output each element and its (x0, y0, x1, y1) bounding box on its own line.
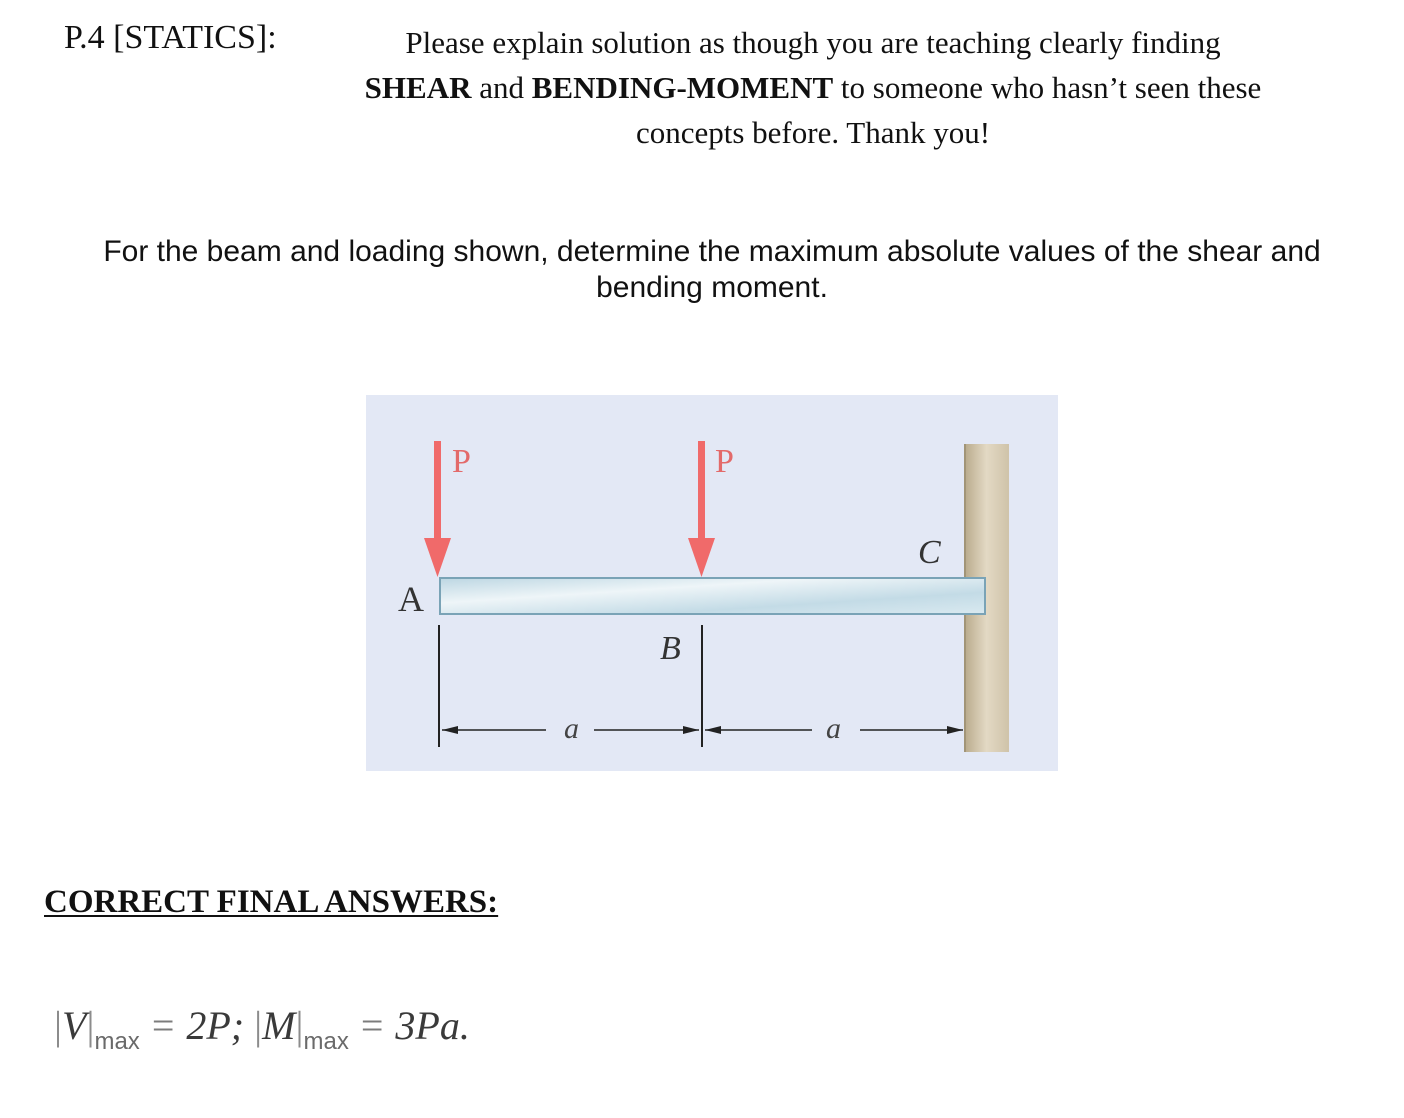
moment-subscript: max (303, 1028, 349, 1055)
shear-subscript: max (94, 1028, 140, 1055)
problem-number: P.4 [STATICS]: (64, 19, 277, 56)
request-line-1: Please explain solution as though you are teaching clearly finding (405, 25, 1221, 60)
request-line-2 (318, 65, 1308, 110)
point-label-a: A (398, 579, 424, 619)
point-label-b: B (660, 630, 681, 667)
dimension-label-a-1: a (564, 712, 579, 745)
request-line-3: concepts before. Thank you! (635, 115, 991, 150)
abs-bar-left-v: | (54, 1003, 63, 1048)
abs-bar-left-m: | (254, 1003, 263, 1048)
request-line-2-rest: to someone who hasn’t seen these (840, 70, 1262, 105)
request-text (318, 20, 1308, 155)
problem-statement (40, 234, 1384, 306)
equals-sign-1: = (151, 1003, 175, 1048)
problem-statement-line-1: For the beam and loading shown, determine the maximum absolute values of the shear and (103, 235, 1321, 268)
abs-bar-right-v: | (86, 1003, 95, 1048)
problem-statement-line-2: bending moment. (596, 271, 828, 304)
moment-answer-value: 3Pa. (395, 1003, 470, 1048)
load-label-p-2: P (715, 443, 734, 480)
shear-symbol: V (62, 1003, 87, 1048)
answers-heading: CORRECT FINAL ANSWERS: (44, 884, 499, 920)
abs-bar-right-m: | (295, 1003, 304, 1048)
equals-sign-2: = (360, 1003, 384, 1048)
bending-moment-term: BENDING-MOMENT (531, 70, 834, 105)
beam-figure (366, 395, 1058, 771)
dimension-label-a-2: a (826, 712, 841, 745)
and-word: and (479, 70, 524, 105)
shear-answer-value: 2P; (186, 1003, 245, 1048)
beam-body (440, 578, 985, 614)
answer-equation (54, 996, 470, 1062)
shear-term: SHEAR (364, 70, 472, 105)
moment-symbol: M (262, 1003, 296, 1048)
load-label-p-1: P (452, 443, 471, 480)
point-label-c: C (918, 534, 941, 571)
